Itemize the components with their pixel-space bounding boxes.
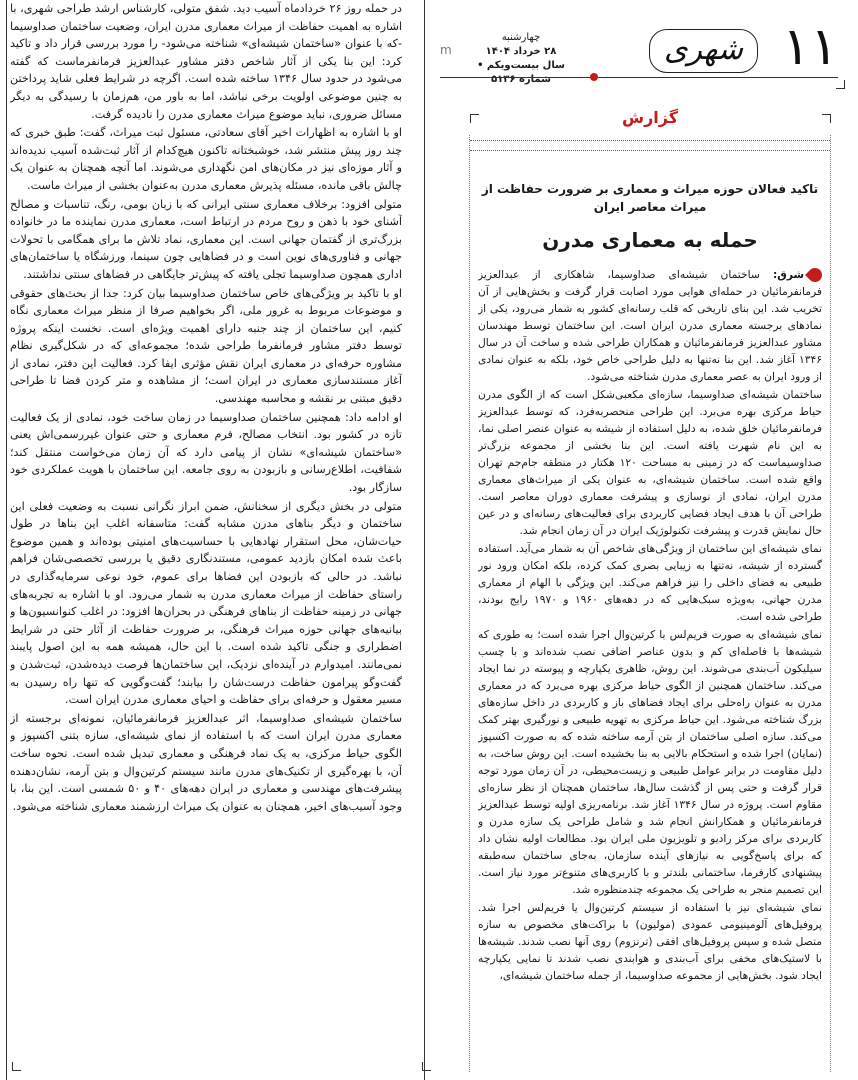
box-corner-bottom [422, 1062, 431, 1071]
issue-info [466, 31, 576, 87]
page-number: ۱۱ [782, 17, 838, 77]
issue-date: ۲۸ خرداد ۱۴۰۴ [485, 46, 557, 57]
header-mark: m [440, 43, 452, 57]
left-paragraph: در حمله روز ۲۶ خردادماه آسیب دید. شفق متولی، کارشناس ارشد طراحی شهری، با اشاره به اهمیت حفاظت از میراث معماری مدرن ایران، وضعیت ساختمان صداوسیما -که با عنوان «ساختمان شیشه‌ای» شناخته می‌شود- را مورد بررسی قرار داد و تاکید کرد: این بنا یکی از آثار شاخص دفتر مشاور عبدالعزیز فرمانفرماست که گفته می‌شود در حدود سال ۱۳۴۶ ساخته شده است. اگرچه در شرایط فعلی شاید پرداختن به چنین موضوعی اولویت برخی نباشد، اما به باور من، هم‌زمان با رسیدگی به دیگر مسائل ضروری، نباید موضوع میراث معماری مدرن را نادیده گرفت. [10, 2, 402, 121]
header-rule [440, 77, 838, 78]
box-corner-bottom-left [12, 1062, 21, 1071]
left-paragraph: متولی در بخش دیگری از سخنانش، ضمن ابراز نگرانی نسبت به وضعیت فعلی این ساختمان و دیگر بناهای مدرن مشابه گفت: متاسفانه اغلب این بناها در طول حیات‌شان، محل استقرار نهادهایی با حساسیت‌های امنیتی بوده‌اند و همین موضوع باعث شده امکان بازدید عمومی، مستندنگاری دقیق یا بررسی تخصصی‌شان فراهم نباشد. در حالی که بازبودن این فضاها برای عموم، خود نوعی سرمایه‌گذاری در راستای حفاظت از میراث معماری مدرن به شمار می‌رود. او با اشاره به تجربه‌های جهانی در زمینه حفاظت از بناهای فرهنگی در بحران‌ها افزود: در اغلب کنوانسیون‌ها و بیانیه‌های جهانی حوزه میراث فرهنگی، بر ضرورت حفاظت از آثار حتی در شرایط اضطراری و جنگی تاکید شده است. با این حال، همیشه همه به این اصول پایبند نمی‌مانند. امیدوارم در آینده‌ای نزدیک، این ساختمان‌ها فرصت دیده‌شدن، ثبت‌شدن و گفت‌وگو پیرامون حفاظت درست‌شان را بیابند؛ گفت‌وگویی که تنها راه رسیدن به مسیر معقول و حرفه‌ای برای حفاظت و احیای معماری مدرن ایران است. [10, 499, 402, 707]
issue-day: چهارشنبه [501, 32, 541, 43]
lead-text: ساختمان شیشه‌ای صداوسیما، شاهکاری از عبدالعزیز فرمانفرمائیان در حمله‌ای هوایی مورد اصابت قرار گرفت و بخش‌هایی از آن تخریب شد. این بنای تاریخی که قلب رسانه‌ای کشور به شمار می‌رود، یکی از نمادهای برجسته معماری مدرن ایران است. این ساختمان توسط مهندسان مشاور عبدالعزیز فرمانفرمائیان و همکاران طراحی شده و ساخت آن در سال ۱۳۴۶ آغاز شد. این بنا نه‌تنها به دلیل طراحی خاص خود، بلکه به عنوان نمادی از ورود ایران به عصر معماری مدرن شناخته می‌شود. [478, 268, 822, 383]
lead-paragraph [478, 266, 822, 385]
left-paragraph: ساختمان شیشه‌ای صداوسیما، اثر عبدالعزیز فرمانفرمائیان، نمونه‌ای برجسته از معماری مدرن ایران است که با استفاده از نمای شیشه‌ای، سازه بتنی اکسپوز و الگوی حیاط مرکزی، به یک نماد فرهنگی و معماری تبدیل شده است. نحوه ساخت آن، با بهره‌گیری از تکنیک‌های مدرن مانند سیستم کرتین‌وال و بتن آرمه، نشان‌دهنده پیشرفت‌های مهندسی و معماری در ایران دهه‌های ۴۰ و ۵۰ شمسی است. این بنا، با وجود آسیب‌های اخیر، همچنان به عنوان یک میراث ارزشمند معماری شناخته می‌شود. [10, 711, 402, 813]
left-paragraph: او با اشاره به اظهارات اخیر آقای سعادتی، مسئول ثبت میراث، گفت: طبق خبری که چند روز پیش منتشر شد، خوشبختانه تاکنون هیچ‌کدام از آثار ثبت‌شده آسیب ندیده‌اند و آثار موزه‌ای نیز در مکان‌های امن نگهداری می‌شوند. اما آنچه همچنان به عنوان یک چالش باقی مانده، مسئله پذیرش معماری مدرن به‌عنوان بخشی از میراث ماست. [10, 126, 402, 192]
right-paragraph: نمای شیشه‌ای نیز با استفاده از سیستم کرتین‌وال یا فریم‌لس اجرا شد. پروفیل‌های آلومینیومی عمودی (مولیون) با براکت‌های مخصوص به سازه متصل شده و سپس پروفیل‌های افقی (ترنزوم) روی آنها نصب شدند. شیشه‌ها با لاستیک‌های مخفی برای آب‌بندی و هوابندی نصب شدند تا نمایی یکپارچه ایجاد شود. بخش‌هایی از مجموعه صداوسیما، از جمله ساختمان شیشه‌ای، [478, 901, 822, 982]
column-divider [424, 0, 425, 1080]
section-title: شهری [649, 29, 758, 73]
article-kicker: تاکید فعالان حوزه میراث و معماری بر ضرورت حفاظت از میراث معاصر ایران [481, 182, 819, 214]
report-rule-bottom [470, 150, 830, 151]
left-paragraph: او ادامه داد: همچنین ساختمان صداوسیما در زمان ساخت خود، نمادی از یک فعالیت تازه در کشور بود. انتخاب مصالح، فرم معماری و حتی عنوان غیررسمی‌اش یعنی «ساختمان شیشه‌ای» نشان از پیامی دارد که آن زمان می‌خواست منتقل کند؛ شفافیت، اطلاع‌رسانی و بازبودن به روی جامعه. این ساختمان با هویت عملکردی خود سازگار بود. [10, 410, 402, 495]
left-margin-rule [6, 0, 7, 1080]
right-paragraph: نمای شیشه‌ای این ساختمان از ویژگی‌های شاخص آن به شمار می‌آید. استفاده گسترده از شیشه، نه‌تنها به زیبایی بصری کمک کرده، بلکه امکان ورود نور طبیعی به فضای داخلی را نیز فراهم می‌کند. این ویژگی با الهام از معماری مدرن جهانی، به‌ویژه سبک‌هایی که در دهه‌های ۱۹۶۰ و ۱۹۷۰ رایج بودند، طراحی شده است. [478, 542, 822, 623]
left-paragraph: او با تاکید بر ویژگی‌های خاص ساختمان صداوسیما بیان کرد: جدا از بحث‌های حقوقی و موضوعات مربوط به غرور ملی، اگر بخواهیم صرفا از منظر میراث معماری نگاه کنیم، این ساختمان از چند جنبه دارای اهمیت ویژه‌ای است. نخست اینکه پروژه توسط دفتر مشاور فرمانفرما طراحی شده؛ مجموعه‌ای که در شکل‌گیری نظام مشاوره حرفه‌ای در معماری ایران نقش مؤثری ایفا کرد. فعالیت این دفتر، نمادی از آغاز مستندسازی معماری در ایران است؛ از مشاهده و متر کردن فضا تا طراحی دقیق مبتنی بر نقشه و محاسبه مهندسی. [10, 286, 402, 406]
left-paragraph: متولی افزود: برخلاف معماری سنتی ایرانی که با زبان بومی، رنگ، تناسبات و مصالح آشنای خود با ذهن و روح مردم در ارتباط است، معماری مدرن نماینده ما در خانواده بزرگ‌تری از گفتمان جهانی است. این معماری، نماد تلاش ما برای همگامی با تحولات جهانی و فناوری‌های نوین است و در فضاهایی چون سینما، ورزشگاه یا ساختمان‌های اداری همچون صداوسیما تجلی یافته که پیش‌تر جایگاهی در فضاهای سنتی نداشتند. [10, 197, 402, 281]
lead-word: شرق: [773, 268, 804, 281]
report-box-rule-left [469, 135, 470, 1072]
left-article-column [10, 0, 402, 1072]
box-corner-header [836, 80, 845, 89]
lead-bullet-icon [805, 266, 822, 285]
right-paragraph: نمای شیشه‌ای به صورت فریم‌لس با کرتین‌وال اجرا شده است؛ به طوری که شیشه‌ها با فاصله‌ای کم و بدون عناصر اضافی نصب شده‌اند و با چسب سیلیکون آب‌بندی می‌شوند. این روش، ظاهری یکپارچه و پیوسته در نما ایجاد می‌کند. ساختمان همچنین از الگوی حیاط مرکزی بهره می‌برد که در معماری مدرن به عنوان راه‌حلی برای ایجاد فضاهای باز و کاربردی در داخل سازه‌های بزرگ شناخته می‌شود. این حیاط مرکزی به تهویه طبیعی و نورگیری بهتر کمک می‌کند. سازه اصلی ساختمان از بتن آرمه ساخته شده که به صورت اکسپوز (نمایان) اجرا شده و استحکام بالایی به بنا بخشیده است. این روش ساخت، به دلیل مقاومت در برابر عوامل طبیعی و زیست‌محیطی، در آن زمان مورد توجه قرار گرفت و حتی پس از گذشت سال‌ها، ساختمان همچنان از نظر سازه‌ای مقاوم است. پروژه در سال ۱۳۴۶ آغاز شد. برنامه‌ریزی اولیه توسط عبدالعزیز فرمانفرمائیان و همکارانش انجام شد و شامل طراحی یک سازه مدرن و کاربردی برای مرکز رادیو و تلویزیون ملی ایران بود. مطالعات اولیه نشان داد که برای پاسخ‌گویی به نیازهای آینده سازمان، به‌جای ساختمان سه‌طبقه پیشنهادی کارفرما، ساختمانی بلندتر و با کاربری‌های متنوع‌تر مورد نیاز است. این تصمیم منجر به طراحی یک مجموعه چندمنظوره شد. [478, 628, 822, 896]
header-accent-dot [590, 73, 598, 81]
article-headline: حمله به معماری مدرن [542, 228, 758, 252]
right-article-column [478, 266, 822, 1072]
right-paragraph: ساختمان شیشه‌ای صداوسیما، سازه‌ای مکعبی‌شکل است که از الگوی مدرن حیاط مرکزی بهره می‌برد. این طراحی منحصربه‌فرد، که توسط عبدالعزیز فرمانفرمائیان خلق شده، به دلیل استفاده از شیشه به عنوان عنصر اصلی نما، به این نام شهرت یافته است. این بنا بخشی از مجموعه بزرگ‌تر صداوسیماست که در زمینی به مساحت ۱۲۰ هکتار در منطقه جام‌جم تهران واقع شده است. ساختمان شیشه‌ای، به عنوان یکی از میراث‌های معماری مدرن ایران، نمادی از نوسازی و پیشرفت معماری دوران معاصر است. طراحی آن با هدف ایجاد فضایی کاربردی برای فعالیت‌های رسانه‌ای و در عین حال نمایش قدرت و پیشرفت تکنولوژیک ایران در آن زمان انجام شد. [478, 388, 822, 537]
report-label: گزارش [621, 108, 679, 127]
page-header [440, 15, 838, 85]
report-box-rule-right [830, 135, 831, 1072]
report-rule-top [470, 140, 830, 141]
issue-number: سال بیست‌ویکم • شماره ۵۱۳۶ [477, 60, 565, 85]
